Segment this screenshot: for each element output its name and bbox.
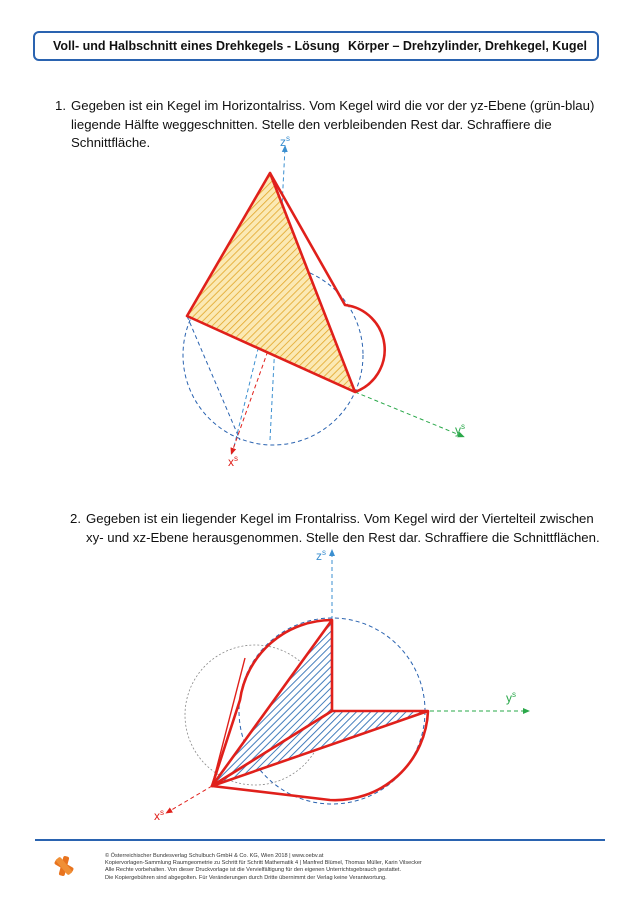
fig2-y-label: $y^s$ [506, 690, 516, 705]
fig1-y-axis [355, 392, 462, 436]
fig2-z-label: $z^s$ [316, 548, 326, 563]
task-2-instruction: Gegeben ist ein liegender Kegel im Frontalriss. Vom Kegel wird der Viertelteil zwischen xy- und xz-Ebene herausgenommen. Stelle den Rest dar. Schraffiere die Schnittflächen. [86, 511, 600, 545]
task-2-number: 2. [70, 511, 81, 526]
fig1-x-axis [232, 345, 270, 452]
figure-2-cone [154, 548, 527, 823]
footer-copyright [105, 853, 585, 882]
task-1-number: 1. [55, 98, 66, 113]
footer-line: © Österreichischer Bundesverlag Schulbuch GmbH & Co. KG, Wien 2018 | www.oebv.at [105, 853, 324, 859]
footer-divider [35, 839, 605, 841]
footer-line: Die Kopiergebühren sind abgegolten. Für Veränderungen durch Dritte übernimmt der Verlag keine Verantwortung. [105, 874, 387, 881]
header-right-title: Körper – Drehzylinder, Drehkegel, Kugel [348, 39, 587, 53]
fig1-x-label: $x^s$ [228, 454, 238, 469]
footer-line: Alle Rechte vorbehalten. Von dieser Druckvorlage ist die Vervielfältigung für den eigenen Unterrichtsgebrauch gestattet. [105, 867, 402, 874]
header-left-title: Voll- und Halbschnitt eines Drehkegels - Lösung [53, 39, 340, 53]
fig1-y-label: $y^s$ [455, 422, 465, 437]
fig2-x-axis [168, 786, 212, 812]
fig2-x-label: $x^s$ [154, 808, 164, 823]
fig1-section-hatch [187, 173, 355, 392]
fig1-z-label: $z^s$ [280, 134, 290, 149]
figure-1-cone [183, 134, 465, 469]
oebv-logo-icon [54, 856, 74, 877]
task-1-instruction: Gegeben ist ein Kegel im Horizontalriss. Vom Kegel wird die vor der yz-Ebene (grün-blau) liegende Hälfte weggeschnitten. Stelle den verbleibenden Rest dar. Schraffiere die Schnittfläche. [71, 98, 595, 150]
footer-line: Kopiervorlagen-Sammlung Raumgeometrie zu Schritt für Schritt Mathematik 4 | Manfred Blümel, Thomas Müller, Karin Vilsecker [105, 860, 422, 867]
